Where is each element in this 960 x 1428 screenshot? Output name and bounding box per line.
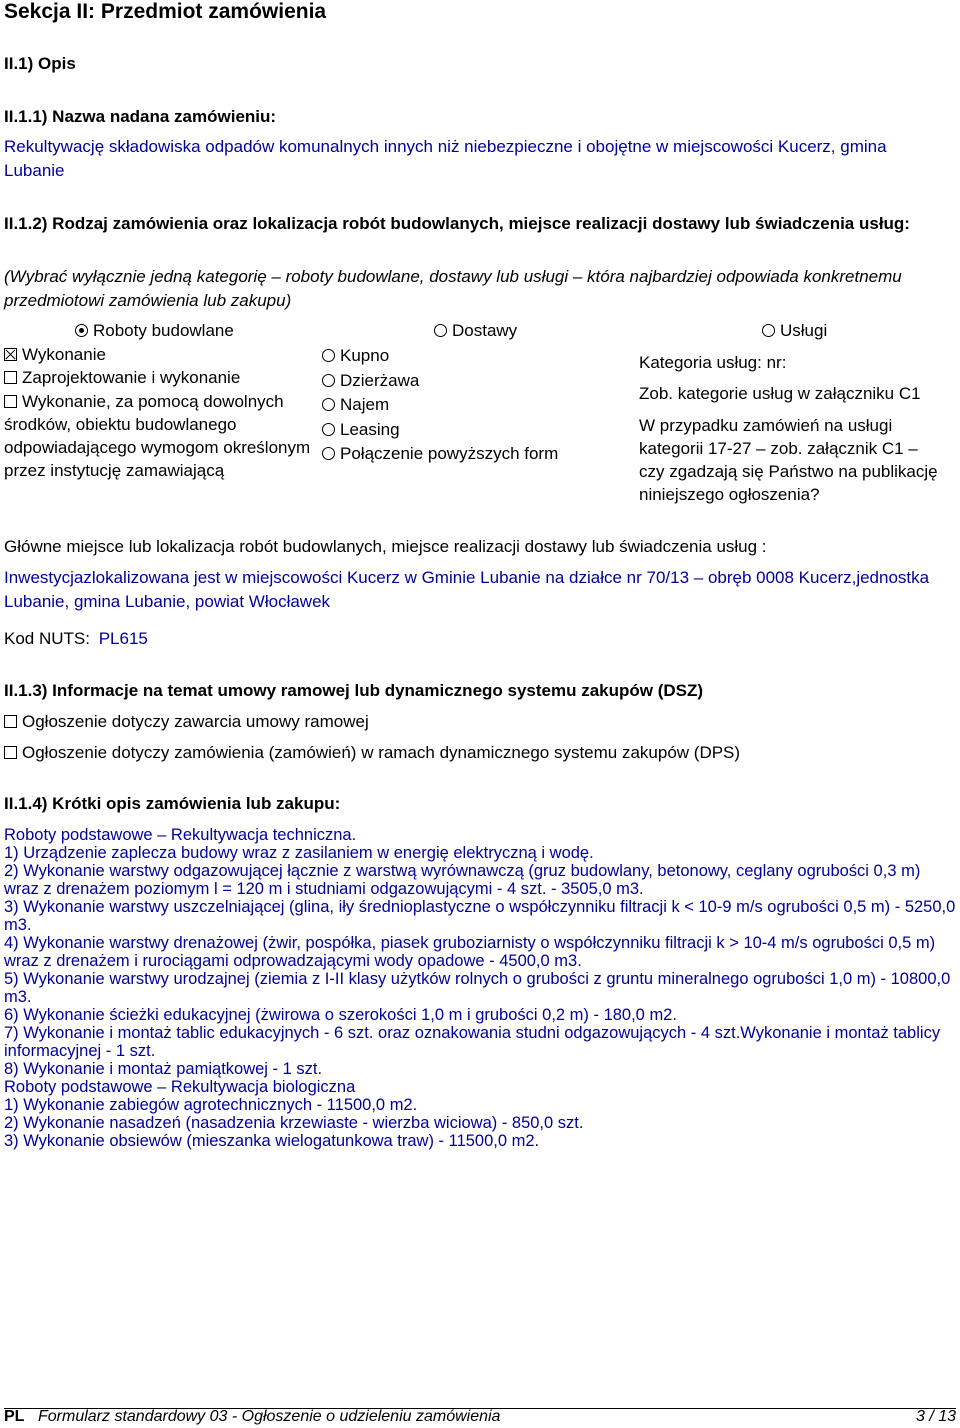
checkbox-checked-icon: [4, 348, 17, 361]
description-line: 1) Urządzenie zaplecza budowy wraz z zasilaniem w energię elektryczną i wodę.: [4, 844, 594, 862]
description-line: 3) Wykonanie obsiewów (mieszanka wielogatunkowa traw) - 11500,0 m2.: [4, 1132, 540, 1150]
footer-page-number: 3 / 13: [915, 1408, 956, 1425]
nuts-label: Kod NUTS:: [4, 629, 90, 648]
works-option-label: Wykonanie: [22, 345, 106, 364]
works-options: [4, 343, 322, 483]
supply-option-label: Leasing: [340, 419, 400, 439]
supply-option-label: Najem: [340, 395, 390, 414]
supply-option[interactable]: [322, 442, 622, 467]
checkbox-icon: [4, 371, 17, 384]
framework-option[interactable]: [4, 710, 369, 734]
checkbox-icon: [4, 395, 17, 408]
description-line: Roboty podstawowe – Rekultywacja biologiczna: [4, 1078, 356, 1096]
nuts-value: PL615: [98, 629, 148, 648]
radio-icon: [762, 324, 775, 337]
services-category-label: Kategoria usług: nr:: [639, 353, 787, 372]
supply-option[interactable]: [322, 393, 622, 418]
description-line: 2) Wykonanie nasadzeń (nasadzenia krzewiaste - wierzba wiciowa) - 850,0 szt.: [4, 1114, 584, 1132]
description-line: 2) Wykonanie warstwy odgazowującej łącznie z warstwą wyrównawczą (gruz budowlany, betonowy, ceglany ogrubości 0,3 m) wraz z drenażem poziomym l = 120 m i studniami odgazowującymi - 4 szt. - 3505,0 m3.: [4, 862, 921, 898]
dps-option[interactable]: [4, 741, 740, 765]
footer-language: PL: [4, 1408, 25, 1425]
supply-option[interactable]: [322, 418, 622, 443]
category-instruction: (Wybrać wyłącznie jedną kategorię – roboty budowlane, dostawy lub usługi – która najbardziej odpowiada konkretnemu przedmiotowi zamówienia lub zakupu): [4, 267, 902, 310]
description-line: 4) Wykonanie warstwy drenażowej (żwir, pospółka, piasek gruboziarnisty o współczynniku filtracji k > 10-4 m/s ogrubości 0,5 m) wraz z drenażem i rurociągami odprowadzającymi wody opadowe - 4500,0 m3.: [4, 934, 936, 970]
category-services-label: Usługi: [780, 321, 828, 340]
heading-ii1: II.1) Opis: [4, 54, 76, 73]
heading-ii13: II.1.3) Informacje na temat umowy ramowej lub dynamicznego systemu zakupów (DSZ): [4, 681, 704, 700]
heading-ii11: II.1.1) Nazwa nadana zamówieniu:: [4, 107, 277, 126]
nuts-row: [4, 627, 148, 651]
supply-option[interactable]: [322, 369, 622, 394]
radio-selected-icon: [75, 324, 88, 337]
description-line: 5) Wykonanie warstwy urodzajnej (ziemia z I-II klasy użytków rolnych o grubości z gruntu mineralnego ogrubości 1,0 m) - 10800,0 m3.: [4, 970, 951, 1006]
description-line: 1) Wykonanie zabiegów agrotechnicznych - 11500,0 m2.: [4, 1096, 418, 1114]
dps-option-label: Ogłoszenie dotyczy zamówienia (zamówień) w ramach dynamicznego systemu zakupów (DPS): [22, 743, 741, 762]
contract-name: Rekultywację składowiska odpadów komunalnych innych niż niebezpieczne i obojętne w miejscowości Kucerz, gmina Lubanie: [4, 137, 887, 180]
category-works-label: Roboty budowlane: [93, 321, 234, 340]
radio-icon: [322, 374, 335, 387]
description-line: 7) Wykonanie i montaż tablic edukacyjnych - 6 szt. oraz oznakowania studni odgazowujących - 4 szt.Wykonanie i montaż tablicy informacyjnej - 1 szt.: [4, 1024, 941, 1060]
supply-options: [322, 344, 622, 467]
services-see-annex: Zob. kategorie usług w załączniku C1: [639, 384, 921, 404]
page-footer: [4, 1408, 956, 1428]
footer-form-name: Formularz standardowy 03 - Ogłoszenie o udzieleniu zamówienia: [38, 1408, 501, 1425]
description-line: 3) Wykonanie warstwy uszczelniającej (glina, iły średnioplastyczne o współczynniku filtracji k < 10-9 m/s ogrubości 0,5 m) - 5250,0 m3.: [4, 898, 956, 934]
radio-icon: [322, 447, 335, 460]
category-supplies-label: Dostawy: [452, 321, 518, 340]
supply-option-label: Połączenie powyższych form: [340, 444, 559, 463]
radio-icon: [434, 324, 447, 337]
location-label: Główne miejsce lub lokalizacja robót budowlanych, miejsce realizacji dostawy lub świadczenia usług :: [4, 537, 767, 556]
services-info: [639, 351, 944, 507]
works-option-label: Wykonanie, za pomocą dowolnych środków, obiektu budowlanego odpowiadającego wymogom określonym przez instytucję zamawiającą: [4, 391, 311, 481]
supply-option-label: Dzierżawa: [340, 370, 420, 390]
supply-option-label: Kupno: [340, 346, 390, 365]
works-option-design-build[interactable]: [4, 366, 322, 389]
checkbox-icon: [4, 715, 17, 728]
services-note: W przypadku zamówień na usługi kategorii 17-27 – zob. załącznik C1 – czy zgadzają się Państwo na publikację niniejszego ogłoszenia?: [639, 415, 938, 505]
heading-ii14: II.1.4) Krótki opis zamówienia lub zakupu:: [4, 794, 341, 813]
description-line: Roboty podstawowe – Rekultywacja techniczna.: [4, 826, 357, 844]
framework-option-label: Ogłoszenie dotyczy zawarcia umowy ramowej: [22, 712, 369, 731]
supply-option[interactable]: [322, 344, 622, 369]
short-description: [4, 826, 956, 1150]
description-line: 8) Wykonanie i montaż pamiątkowej - 1 szt.: [4, 1060, 323, 1078]
category-supplies[interactable]: [434, 319, 517, 343]
description-line: 6) Wykonanie ścieżki edukacyjnej (żwirowa o szerokości 1,0 m i grubości 0,2 m) - 180,0 m2.: [4, 1006, 677, 1024]
location-value: Inwestycjazlokalizowana jest w miejscowości Kucerz w Gminie Lubanie na działce nr 70/13 – obręb 0008 Kucerz,jednostka Lubanie, gmina Lubanie, powiat Włocławek: [4, 568, 930, 611]
checkbox-icon: [4, 746, 17, 759]
category-services[interactable]: [762, 319, 827, 343]
category-works[interactable]: [75, 319, 234, 343]
radio-icon: [322, 349, 335, 362]
works-option-any-means[interactable]: [4, 390, 322, 483]
radio-icon: [322, 398, 335, 411]
works-option-execution[interactable]: [4, 343, 322, 366]
works-option-label: Zaprojektowanie i wykonanie: [22, 368, 241, 388]
heading-ii12: II.1.2) Rodzaj zamówienia oraz lokalizacja robót budowlanych, miejsce realizacji dostawy lub świadczenia usług:: [4, 214, 910, 233]
radio-icon: [322, 423, 335, 436]
section-title: Sekcja II: Przedmiot zamówienia: [4, 0, 327, 23]
